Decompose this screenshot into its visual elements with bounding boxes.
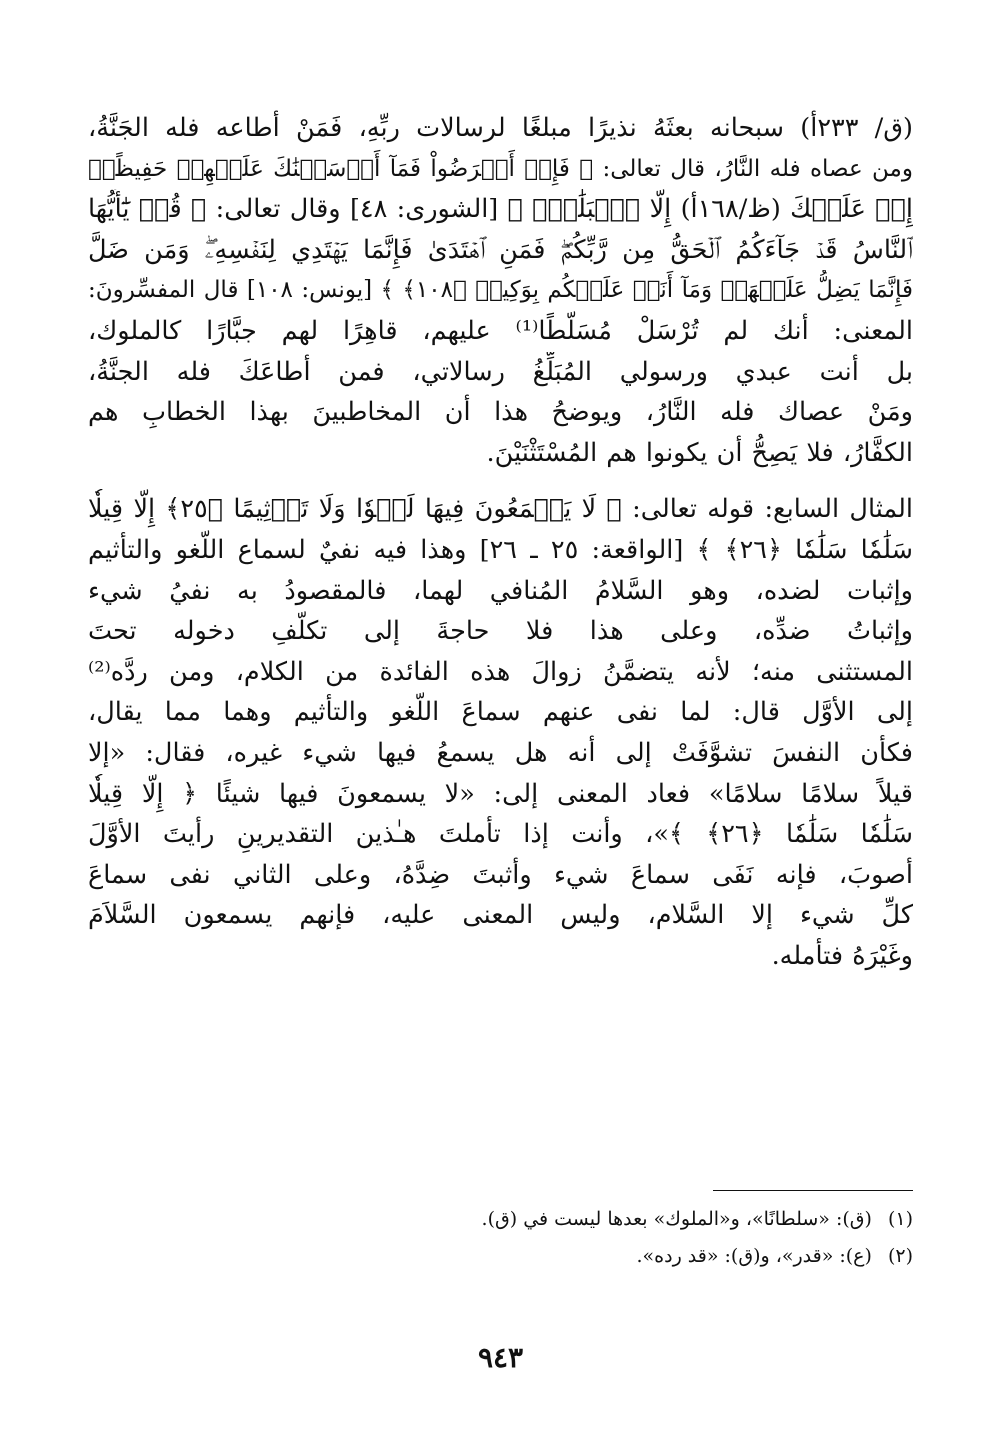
text-line: سَلَٰمٗا سَلَٰمٗا ﴿٢٦﴾ ﴾ [الواقعة: ٢٥ ـ ٢٦] وهذا فيه نفيٌ لسماع اللَّغو والتأثيم	[88, 534, 913, 565]
text-line: وغَيْرَهُ فتأمله.	[771, 940, 913, 971]
text-line: وإثبات لضده، وهو السَّلامُ المُنافي لهما، فالمقصودُ به نفيُ شيء	[88, 575, 913, 606]
text-line: المثال السابع: قوله تعالى: ﴿ لَا يَسۡمَعُونَ فِيهَا لَغۡوٗا وَلَا تَأۡثِيمًا ﴿٢٥﴾ إِلَّا قِيلٗا	[88, 494, 913, 525]
footnote-divider	[713, 1190, 913, 1191]
paragraph-1	[88, 108, 913, 473]
text-line: إِنۡ عَلَيۡكَ (ظ/١٦٨أ) إِلَّا ٱلۡبَلَٰغُۗ ﴾ [الشورى: ٤٨] وقال تعالى: ﴿ قُلۡ يَٰٓأَيُّهَا	[88, 194, 913, 225]
text-line: وإثباتُ ضدِّه، وعلى هذا فلا حاجةَ إلى تكلُّفِ دخوله تحتَ	[88, 616, 913, 647]
text-line: إلى الأوَّل قال: لما نفى عنهم سماعَ اللَّغو والتأثيم وهما مما يقال،	[88, 697, 913, 728]
text-line: ٱلنَّاسُ قَدۡ جَآءَكُمُ ٱلۡحَقُّ مِن رَّبِّكُمۡۖ فَمَنِ ٱهۡتَدَىٰ فَإِنَّمَا يَهۡتَدِي لِنَفۡسِهِۦۖ وَمَن ضَلَّ	[88, 234, 913, 265]
text-line: المعنى: أنك لم تُرْسَلْ مُسَلَّطًا⁽¹⁾ عليهم، قاهِرًا لهم جبَّارًا كالملوك،	[88, 315, 913, 346]
text-line: ومن عصاه فله النَّارُ، قال تعالى: ﴿ فَإِنۡ أَعۡرَضُواْ فَمَآ أَرۡسَلۡنَٰكَ عَلَيۡهِمۡ حَفِيظًاۖ	[88, 155, 913, 182]
page-number: ٩٤٣	[477, 1341, 524, 1374]
footnote-number: (٢)	[887, 1245, 913, 1267]
book-page	[88, 108, 913, 1398]
footnote-2	[88, 1238, 913, 1275]
text-line: الكفَّارُ، فلا يَصِحُّ أن يكونوا هم المُسْتَثْنَيْنَ.	[486, 437, 913, 468]
text-line: (ق/ ٢٣٣أ) سبحانه بعثَهُ نذيرًا مبلغًا لرسالات ربِّهِ، فَمَنْ أطاعه فله الجَنَّةُ،	[88, 113, 913, 143]
footnote-text: (ع): «قدر»، و(ق): «قد رده».	[636, 1245, 872, 1267]
footnote-1	[88, 1201, 913, 1238]
text-line: أصوبَ، فإنه نَفَى سماعَ شيء وأثبتَ ضِدَّهُ، وعلى الثاني نفى سماعَ	[88, 859, 913, 890]
paragraph-2	[88, 489, 913, 976]
footnote-number: (١)	[887, 1208, 913, 1230]
text-line: كلِّ شيء إلا السَّلام، وليس المعنى عليه، فإنهم يسمعون السَّلاَمَ	[88, 900, 913, 931]
footnote-text: (ق): «سلطانًا»، و«الملوك» بعدها ليست في (ق).	[481, 1208, 872, 1230]
text-line: ومَنْ عصاك فله النَّارُ، ويوضحُ هذا أن المخاطبينَ بهذا الخطابِ هم	[88, 397, 913, 428]
text-line: فَإِنَّمَا يَضِلُّ عَلَيۡهَاۖ وَمَآ أَنَا۠ عَلَيۡكُم بِوَكِيلٖ ﴿١٠٨﴾ ﴾ [يونس: ١٠٨] قال المفسِّرونَ:	[88, 277, 913, 304]
text-line: المستثنى منه؛ لأنه يتضمَّنُ زوالَ هذه الفائدة من الكلام، ومن ردَّه⁽²⁾	[88, 656, 913, 687]
text-line: قيلاً سلامًا سلامًا» فعاد المعنى إلى: «لا يسمعونَ فيها شيئًا ﴿ إِلَّا قِيلٗا	[88, 778, 913, 809]
text-line: بل أنت عبدي ورسولي المُبَلِّغُ رسالاتي، فمن أطاعَكَ فله الجنَّةُ،	[88, 356, 913, 387]
text-line: سَلَٰمٗا سَلَٰمٗا ﴿٢٦﴾ ﴾»، وأنت إذا تأملتَ هـٰذين التقديرينِ رأيتَ الأوَّلَ	[88, 819, 913, 850]
text-line: فكأن النفسَ تشوَّفَتْ إلى أنه هل يسمعُ فيها شيء غيره، فقال: «إلا	[88, 737, 913, 768]
footnotes	[88, 1190, 913, 1275]
